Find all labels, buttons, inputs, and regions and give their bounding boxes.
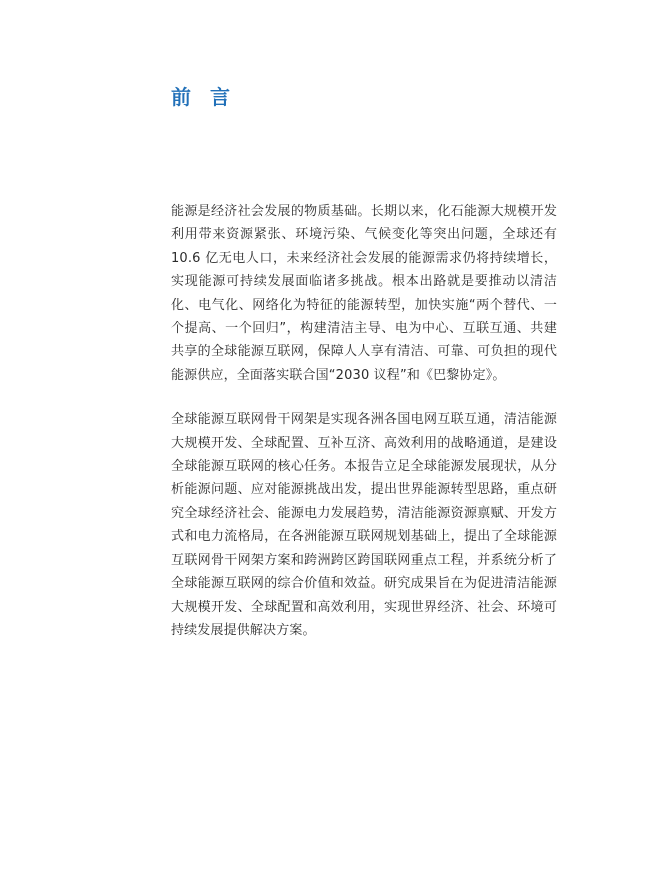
paragraph-2: 全球能源互联网骨干网架是实现各洲各国电网互联互通，清洁能源大规模开发、全球配置、互补互济、高效利用的战略通道，是建设全球能源互联网的核心任务。本报告立足全球能源发展现状，从分析能源问题、应对能源挑战出发，提出世界能源转型思路，重点研究全球经济社会、能源电力发展趋势，清洁能源资源禀赋、开发方式和电力流格局，在各洲能源互联网规划基础上，提出了全球能源互联网骨干网架方案和跨洲跨区跨国联网重点工程，并系统分析了全球能源互联网的综合价值和效益。研究成果旨在为促进清洁能源大规模开发、全球配置和高效利用，实现世界经济、社会、环境可持续发展提供解决方案。 xyxy=(171,412,557,638)
body-text xyxy=(171,200,557,642)
paragraph-1: 能源是经济社会发展的物质基础。长期以来，化石能源大规模开发利用带来资源紧张、环境污染、气候变化等突出问题，全球还有 10.6 亿无电人口，未来经济社会发展的能源需求仍将持续增长，实现能源可持续发展面临诸多挑战。根本出路就是要推动以清洁化、电气化、网络化为特征的能源转型，加快实施“两个替代、一个提高、一个回归”，构建清洁主导、电为中心、互联互通、共建共享的全球能源互联网，保障人人享有清洁、可靠、可负担的现代能源供应，全面落实联合国“2030 议程”和《巴黎协定》。 xyxy=(171,204,557,383)
page-title: 前 言 xyxy=(171,85,236,109)
